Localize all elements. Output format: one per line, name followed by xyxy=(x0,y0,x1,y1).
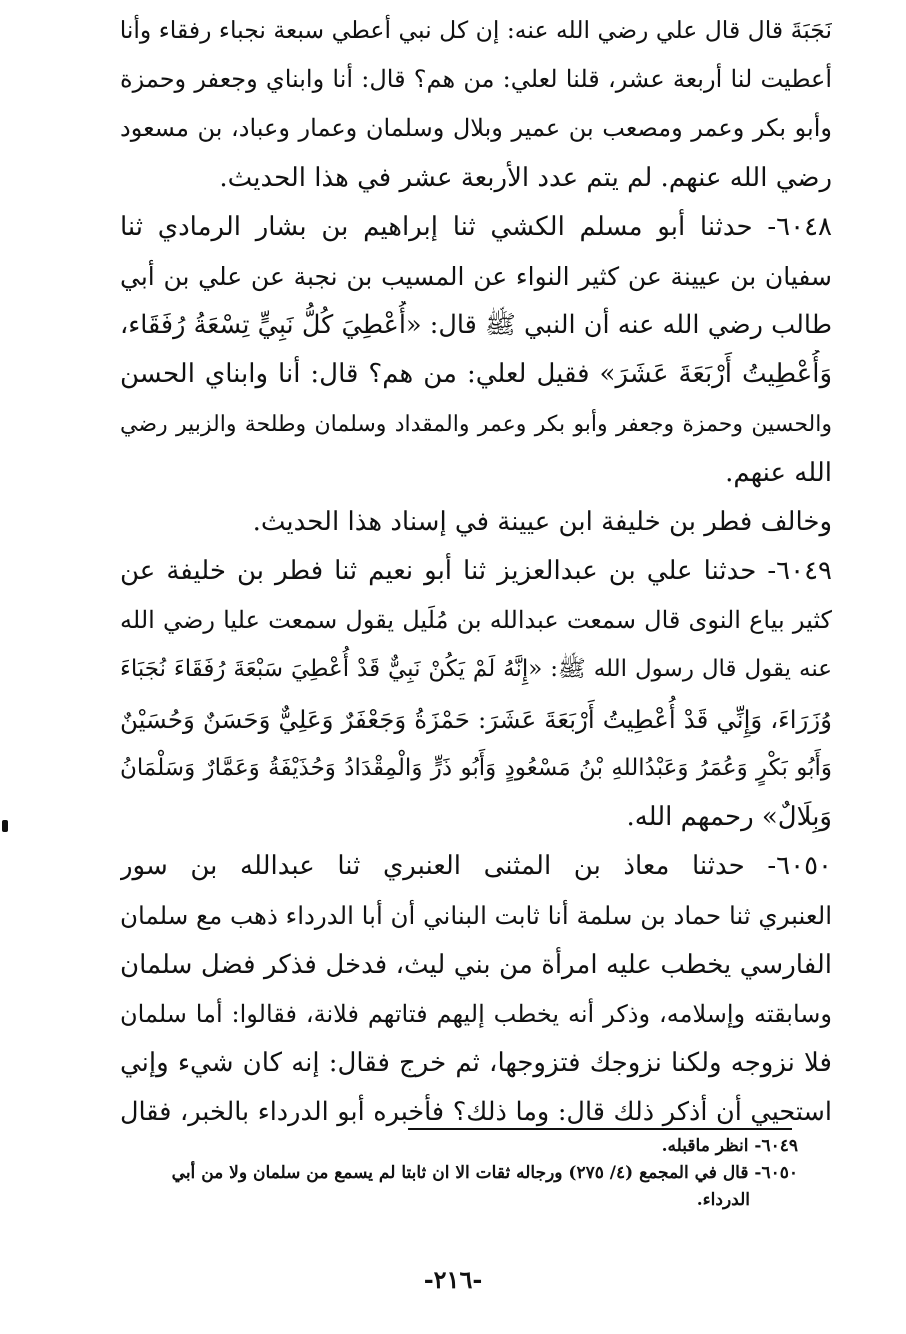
text-line: رضي الله عنهم. لم يتم عدد الأربعة عشر في هذا الحديث. xyxy=(219,162,832,193)
text-line: استحيي أن أذكر ذلك قال: وما ذلك؟ فأخبره أبو الدرداء بالخبر، فقال xyxy=(120,1097,832,1128)
page-number: -٢١٦- xyxy=(423,1265,483,1294)
text-line: فلا نزوجه ولكنا نزوجك فتزوجها، ثم خرج فقال: إنه كان شيء وإني xyxy=(120,1047,832,1078)
text-line: وأبو بكر وعمر ومصعب بن عمير وبلال وسلمان وعمار وعباد، بن مسعود xyxy=(120,114,832,143)
text-line: نَجَبَةَ قال قال علي رضي الله عنه: إن كل نبي أعطي سبعة نجباء رفقاء وأنا xyxy=(120,16,832,44)
footnote-6050-continuation: الدرداء. xyxy=(696,1190,750,1210)
text-line: وَبِلَالٌ» رحمهم الله. xyxy=(626,802,832,832)
footnote-6049: ٦٠٤٩- انظر ماقبله. xyxy=(661,1136,798,1156)
text-line: وسابقته وإسلامه، وذكر أنه يخطب إليهم فتاتهم فلانة، فقالوا: أما سلمان xyxy=(120,999,832,1028)
footnote-divider xyxy=(408,1128,792,1130)
text-line: طالب رضي الله عنه أن النبي ﷺ قال: «أُعْطِيَ كُلُّ نَبِيٍّ تِسْعَةُ رُفَقَاء، xyxy=(120,310,832,341)
text-line: والحسين وحمزة وجعفر وأبو بكر وعمر والمقداد وسلمان وطلحة والزبير رضي xyxy=(120,411,832,437)
hadith-6050-heading: ٦٠٥٠- حدثنا معاذ بن المثنى العنبري ثنا عبدالله بن سور xyxy=(120,851,832,882)
body-text xyxy=(120,6,832,1137)
text-line: أعطيت لنا أربعة عشر، قلنا لعلي: من هم؟ قال: أنا وابناي وجعفر وحمزة xyxy=(120,65,832,94)
text-line: وُزَرَاءَ، وَإِنِّي قَدْ أُعْطِيتُ أَرْبَعَةَ عَشَرَ: حَمْزَةُ وَجَعْفَرٌ وَعَلِيٌّ وَحَسَنٌ وَحُسَيْنٌ xyxy=(120,704,832,734)
text-line: وخالف فطر بن خليفة ابن عيينة في إسناد هذا الحديث. xyxy=(252,506,832,537)
scan-mark xyxy=(2,820,8,832)
text-line: الله عنهم. xyxy=(725,457,832,488)
text-line: وَأَبُو بَكْرٍ وَعُمَرُ وَعَبْدُاللهِ بْنُ مَسْعُودٍ وَأَبُو ذَرٍّ وَالْمِقْدَادُ وَحُذَيْفَةُ وَعَمَّارٌ وَسَلْمَانُ xyxy=(120,754,832,781)
text-line: الفارسي يخطب عليه امرأة من بني ليث، فدخل فذكر فضل سلمان xyxy=(120,949,832,980)
text-line: كثير بياع النوى قال سمعت عبدالله بن مُلَيل يقول سمعت عليا رضي الله xyxy=(120,606,832,635)
footnotes xyxy=(150,1133,798,1214)
text-line: العنبري ثنا حماد بن سلمة أنا ثابت البناني أن أبا الدرداء ذهب مع سلمان xyxy=(120,901,832,931)
hadith-6048-heading: ٦٠٤٨- حدثنا أبو مسلم الكشي ثنا إبراهيم بن بشار الرمادي ثنا xyxy=(120,211,832,242)
text-line: وَأُعْطِيتُ أَرْبَعَةَ عَشَرَ» فقيل لعلي: من هم؟ قال: أنا وابناي الحسن xyxy=(120,359,832,390)
footnote-6050: ٦٠٥٠- قال في المجمع (٤/ ٢٧٥) ورجاله ثقات الا ان ثابتا لم يسمع من سلمان ولا من أبي xyxy=(171,1163,798,1183)
text-line: سفيان بن عيينة عن كثير النواء عن المسيب بن نجبة عن علي بن أبي xyxy=(120,261,832,291)
hadith-6049-heading: ٦٠٤٩- حدثنا علي بن عبدالعزيز ثنا أبو نعيم ثنا فطر بن خليفة عن xyxy=(120,556,832,587)
text-line: عنه يقول قال رسول الله ﷺ: «إِنَّهُ لَمْ يَكُنْ نَبِيٌّ قَدْ أُعْطِيَ سَبْعَةَ رُفَقَاءَ نُجَبَاءَ xyxy=(120,656,832,683)
